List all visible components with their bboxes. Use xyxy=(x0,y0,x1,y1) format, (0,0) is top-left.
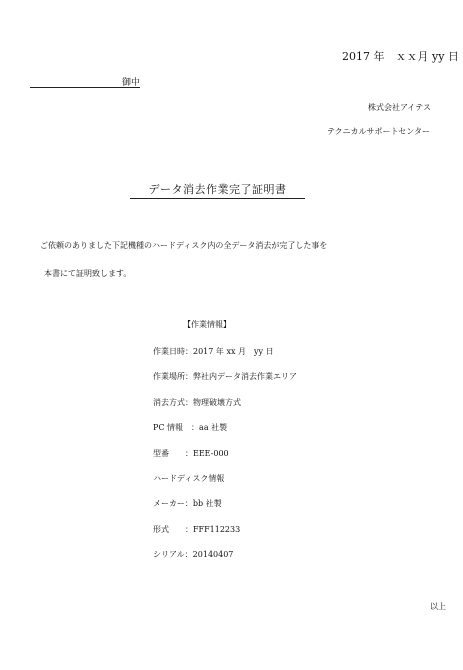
work-info-row-hdd-heading: ハードディスク情報 xyxy=(153,474,225,483)
work-info-row-pc: PC 情報 ：aa 社製 xyxy=(153,423,228,432)
department-name: テクニカルサポートセンター xyxy=(327,127,430,136)
addressee-label: 御中 xyxy=(121,78,140,88)
work-info-row-maker: メーカー：bb 社製 xyxy=(153,499,222,508)
work-info-row-model: 型番 ：EEE-000 xyxy=(153,449,229,458)
company-name: 株式会社アイテス xyxy=(368,103,431,112)
work-info-row-method: 消去方式：物理破壊方式 xyxy=(153,398,241,407)
addressee-line xyxy=(30,75,140,88)
closing-mark: 以上 xyxy=(430,602,446,611)
document-title: データ消去作業完了証明書 xyxy=(130,181,305,199)
body-text-line-1: ご依頼のありました下記機種のハードディスク内の全データ消去が完了した事を xyxy=(40,241,328,250)
work-info-row-datetime: 作業日時：2017 年 xx 月 yy 日 xyxy=(153,347,274,356)
issue-date: 2017 年 ｘｘ月 yy 日 xyxy=(342,50,459,63)
work-info-row-type: 形式 ：FFF112233 xyxy=(153,525,241,534)
work-info-row-serial: シリアル：20140407 xyxy=(153,550,234,559)
work-info-row-location: 作業場所：弊社内データ消去作業エリア xyxy=(153,372,297,381)
body-text-line-2: 本書にて証明致します。 xyxy=(44,269,132,278)
work-info-heading: 【作業情報】 xyxy=(183,320,231,329)
